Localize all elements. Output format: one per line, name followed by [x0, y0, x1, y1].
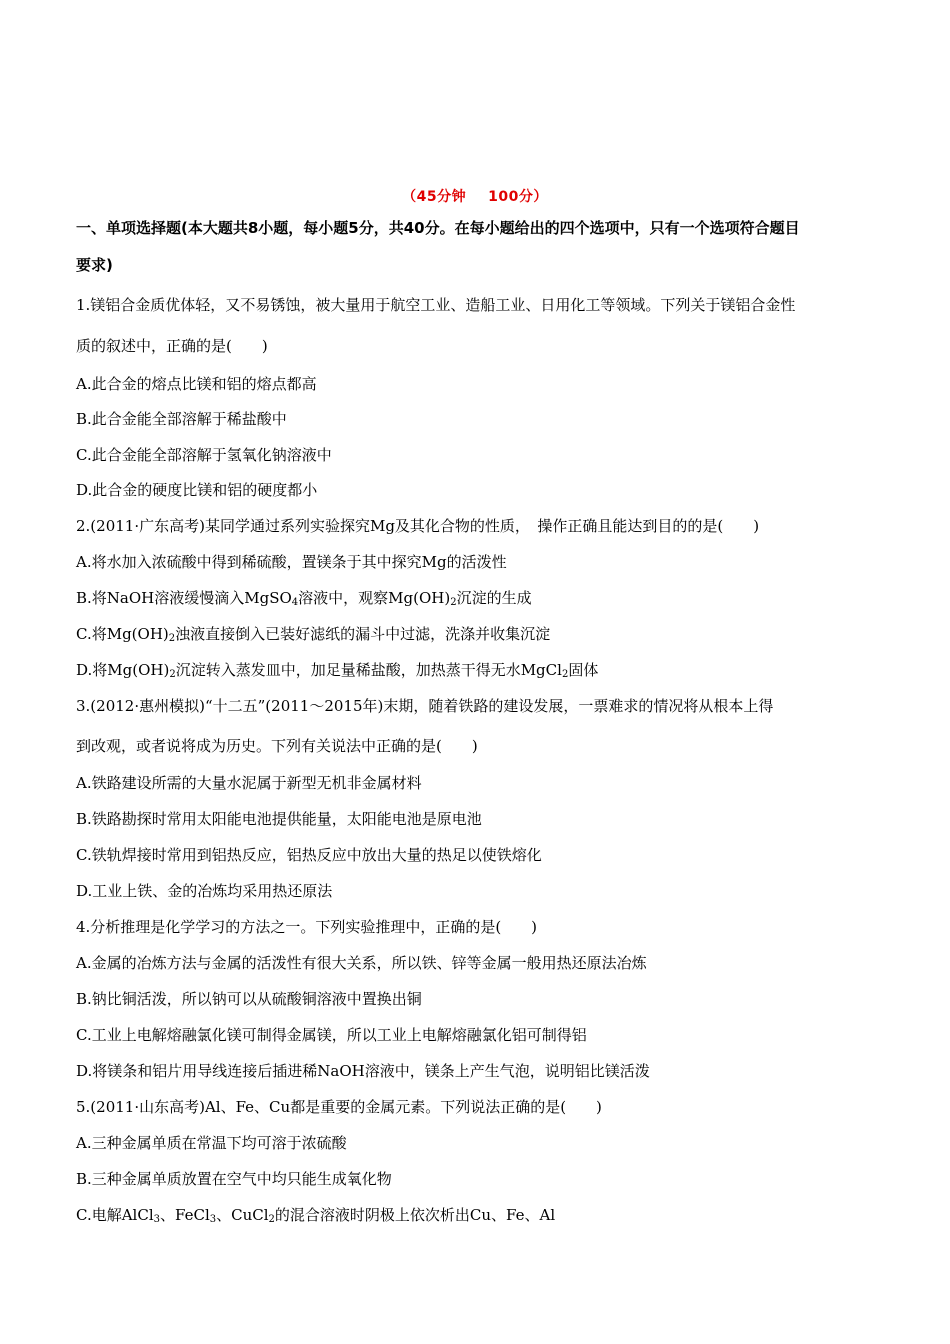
- q2-option-c: C.将$Mg(OH)_2$浊液直接倒入已装好滤纸的漏斗中过滤，洗涤并收集沉淀: [76, 625, 551, 644]
- q4-stem: 4.分析推理是化学学习的方法之一。下列实验推理中，正确的是( ): [76, 918, 538, 936]
- timing-duration: （45分钟: [402, 189, 467, 205]
- q2-stem: 2.(2011·广东高考)某同学通过系列实验探究Mg及其化合物的性质， 操作正确且能达到目的的是( ): [76, 517, 760, 535]
- timing-score: 100分）: [488, 189, 548, 205]
- q3-option-a: A.铁路建设所需的大量水泥属于新型无机非金属材料: [76, 774, 422, 792]
- q5-option-b: B.三种金属单质放置在空气中均只能生成氧化物: [76, 1170, 392, 1188]
- q3-stem-line1: 3.(2012·惠州模拟)“十二五”(2011～2015年)末期，随着铁路的建设发展，一票难求的情况将从根本上得: [76, 697, 774, 715]
- q1-stem-line2: 质的叙述中，正确的是( ): [76, 337, 268, 355]
- q4-option-a: A.金属的冶炼方法与金属的活泼性有很大关系，所以铁、锌等金属一般用热还原法冶炼: [76, 954, 647, 972]
- q2-option-b: B.将NaOH溶液缓慢滴入MgSO$_4$溶液中，观察$Mg(OH)_2$沉淀的生成: [76, 589, 532, 608]
- q1-option-c: C.此合金能全部溶解于氢氧化钠溶液中: [76, 446, 332, 464]
- q4-option-d: D.将镁条和铝片用导线连接后插进稀NaOH溶液中，镁条上产生气泡，说明铝比镁活泼: [76, 1062, 650, 1080]
- q1-option-a: A.此合金的熔点比镁和铝的熔点都高: [76, 375, 317, 393]
- q2-option-d: D.将$Mg(OH)_2$沉淀转入蒸发皿中，加足量稀盐酸，加热蒸干得无水MgCl$_2$固体: [76, 661, 599, 680]
- exam-timing: [0, 186, 950, 206]
- section-heading-line2: 要求): [76, 256, 113, 274]
- q3-option-c: C.铁轨焊接时常用到铝热反应，铝热反应中放出大量的热足以使铁熔化: [76, 846, 542, 864]
- q1-stem-line1: 1.镁铝合金质优体轻，又不易锈蚀，被大量用于航空工业、造船工业、日用化工等领域。下列关于镁铝合金性: [76, 296, 796, 314]
- section-heading-line1: 一、单项选择题(本大题共8小题，每小题5分，共40分。在每小题给出的四个选项中，只有一个选项符合题目: [76, 219, 800, 237]
- q5-stem: 5.(2011·山东高考)Al、Fe、Cu都是重要的金属元素。下列说法正确的是( ): [76, 1098, 602, 1116]
- q5-option-c: C.电解AlCl$_3$、FeCl$_3$、CuCl$_2$的混合溶液时阴极上依次析出Cu、Fe、Al: [76, 1206, 556, 1225]
- q3-stem-line2: 到改观，或者说将成为历史。下列有关说法中正确的是( ): [76, 737, 478, 755]
- q1-option-b: B.此合金能全部溶解于稀盐酸中: [76, 410, 287, 428]
- q3-option-d: D.工业上铁、金的冶炼均采用热还原法: [76, 882, 333, 900]
- q2-option-a: A.将水加入浓硫酸中得到稀硫酸，置镁条于其中探究Mg的活泼性: [76, 553, 507, 571]
- q1-option-d: D.此合金的硬度比镁和铝的硬度都小: [76, 481, 318, 499]
- q4-option-b: B.钠比铜活泼，所以钠可以从硫酸铜溶液中置换出铜: [76, 990, 422, 1008]
- q3-option-b: B.铁路勘探时常用太阳能电池提供能量，太阳能电池是原电池: [76, 810, 482, 828]
- q4-option-c: C.工业上电解熔融氯化镁可制得金属镁，所以工业上电解熔融氯化铝可制得铝: [76, 1026, 587, 1044]
- q5-option-a: A.三种金属单质在常温下均可溶于浓硫酸: [76, 1134, 347, 1152]
